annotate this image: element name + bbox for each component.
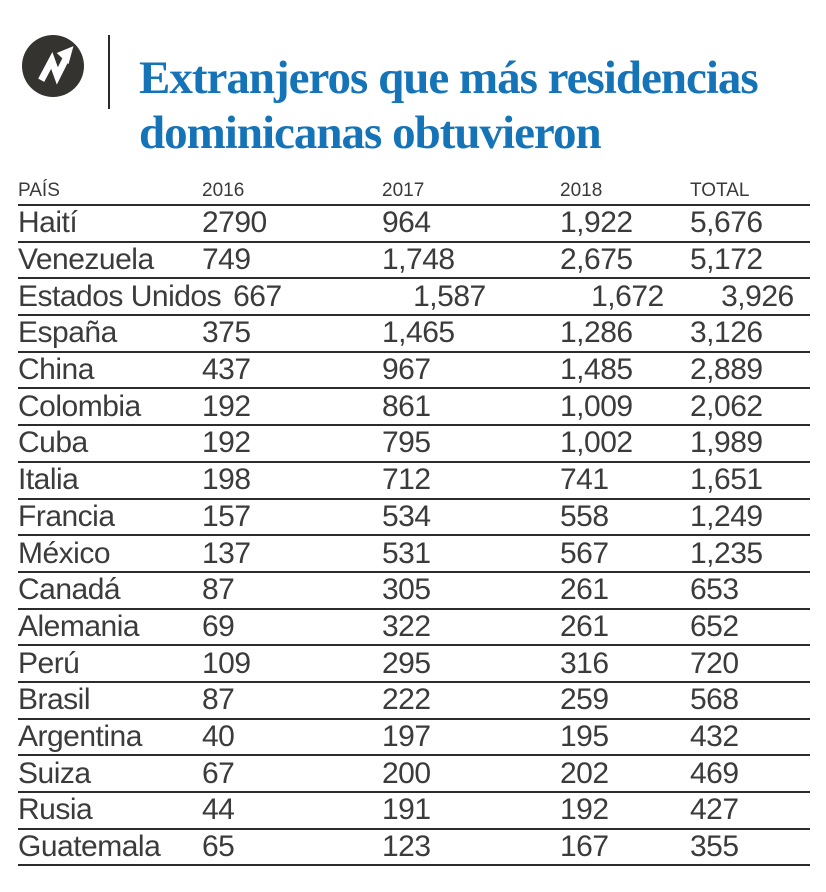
value-2017-cell: 534: [382, 499, 431, 533]
value-2018-cell: 1,009: [560, 389, 633, 423]
value-2017-cell: 531: [382, 536, 431, 570]
table-row: [18, 756, 810, 793]
value-total-cell: 1,989: [690, 426, 763, 460]
value-2017-cell: 197: [382, 719, 431, 753]
value-2017-cell: 967: [382, 353, 431, 387]
table-row: [18, 353, 810, 390]
country-cell: Suiza: [18, 756, 91, 790]
value-total-cell: 427: [690, 793, 739, 827]
value-2018-cell: 2,675: [560, 243, 633, 277]
value-2016-cell: 44: [202, 793, 235, 827]
residencies-table: [18, 170, 810, 866]
country-cell: Francia: [18, 499, 115, 533]
column-header-pais: PAÍS: [18, 180, 60, 201]
value-total-cell: 653: [690, 573, 739, 607]
trend-arrow-logo-icon: [22, 35, 84, 97]
value-total-cell: 469: [690, 756, 739, 790]
value-2016-cell: 69: [202, 609, 235, 643]
country-cell: Estados Unidos: [18, 279, 222, 313]
value-total-cell: 2,062: [690, 389, 763, 423]
value-2017-cell: 1,748: [382, 243, 455, 277]
value-2018-cell: 195: [560, 719, 609, 753]
value-2016-cell: 137: [202, 536, 251, 570]
country-cell: Haití: [18, 206, 78, 240]
value-2016-cell: 749: [202, 243, 251, 277]
value-total-cell: 355: [690, 830, 739, 864]
value-2016-cell: 109: [202, 646, 251, 680]
value-2018-cell: 741: [560, 463, 609, 497]
value-2018-cell: 1,922: [560, 206, 633, 240]
value-2018-cell: 261: [560, 609, 609, 643]
value-2017-cell: 795: [382, 426, 431, 460]
value-2018-cell: 1,672: [591, 279, 664, 313]
table-row: [18, 500, 810, 537]
value-2016-cell: 192: [202, 389, 251, 423]
value-2017-cell: 191: [382, 793, 431, 827]
table-row: [18, 830, 810, 867]
value-total-cell: 720: [690, 646, 739, 680]
column-header-2016: 2016: [202, 180, 245, 201]
value-2016-cell: 437: [202, 353, 251, 387]
value-2016-cell: 87: [202, 683, 235, 717]
value-total-cell: 652: [690, 609, 739, 643]
value-2018-cell: 192: [560, 793, 609, 827]
value-total-cell: 5,172: [690, 243, 763, 277]
table-row: [18, 720, 810, 757]
table-row: [18, 316, 810, 353]
value-2016-cell: 67: [202, 756, 235, 790]
column-header-2018: 2018: [560, 180, 603, 201]
value-total-cell: 2,889: [690, 353, 763, 387]
value-2016-cell: 192: [202, 426, 251, 460]
value-2018-cell: 1,286: [560, 316, 633, 350]
value-2018-cell: 202: [560, 756, 609, 790]
value-2018-cell: 1,485: [560, 353, 633, 387]
table-row: [18, 683, 810, 720]
value-2017-cell: 964: [382, 206, 431, 240]
value-2017-cell: 222: [382, 683, 431, 717]
value-total-cell: 1,651: [690, 463, 763, 497]
value-2018-cell: 558: [560, 499, 609, 533]
column-header-2017: 2017: [382, 180, 425, 201]
table-row: [18, 536, 810, 573]
country-cell: Brasil: [18, 683, 91, 717]
value-2016-cell: 2790: [202, 206, 267, 240]
value-2017-cell: 123: [382, 830, 431, 864]
value-2017-cell: 712: [382, 463, 431, 497]
value-2017-cell: 861: [382, 389, 431, 423]
table-row: [18, 646, 810, 683]
country-cell: Cuba: [18, 426, 88, 460]
value-total-cell: 568: [690, 683, 739, 717]
value-total-cell: 3,126: [690, 316, 763, 350]
country-cell: Rusia: [18, 793, 93, 827]
masthead-divider: [108, 35, 110, 109]
value-2017-cell: 322: [382, 609, 431, 643]
value-2016-cell: 157: [202, 499, 251, 533]
value-2018-cell: 261: [560, 573, 609, 607]
country-cell: Venezuela: [18, 243, 154, 277]
value-2018-cell: 259: [560, 683, 609, 717]
value-2017-cell: 295: [382, 646, 431, 680]
table-header-row: [18, 170, 810, 206]
value-total-cell: 1,249: [690, 499, 763, 533]
value-2017-cell: 1,465: [382, 316, 455, 350]
country-cell: Guatemala: [18, 830, 161, 864]
table-row: [18, 426, 810, 463]
table-row: [18, 793, 810, 830]
value-2016-cell: 87: [202, 573, 235, 607]
country-cell: México: [18, 536, 111, 570]
value-2017-cell: 1,587: [413, 279, 486, 313]
table-row: [18, 206, 810, 243]
country-cell: Perú: [18, 646, 80, 680]
value-2016-cell: 667: [233, 279, 282, 313]
value-2016-cell: 40: [202, 719, 235, 753]
value-total-cell: 1,235: [690, 536, 763, 570]
value-2016-cell: 65: [202, 830, 235, 864]
value-2018-cell: 316: [560, 646, 609, 680]
country-cell: Colombia: [18, 389, 141, 423]
value-2017-cell: 305: [382, 573, 431, 607]
country-cell: China: [18, 353, 94, 387]
country-cell: Argentina: [18, 719, 142, 753]
table-row: [18, 279, 810, 316]
country-cell: Canadá: [18, 573, 121, 607]
table-row: [18, 610, 810, 647]
value-2017-cell: 200: [382, 756, 431, 790]
value-2016-cell: 375: [202, 316, 251, 350]
value-2016-cell: 198: [202, 463, 251, 497]
infographic-title: Extranjeros que más residencias dominicanas obtuvieron: [139, 52, 758, 160]
table-body: [18, 206, 810, 866]
value-total-cell: 432: [690, 719, 739, 753]
country-cell: España: [18, 316, 117, 350]
masthead: [0, 0, 826, 170]
table-row: [18, 463, 810, 500]
value-2018-cell: 167: [560, 830, 609, 864]
table-row: [18, 573, 810, 610]
column-header-total: TOTAL: [690, 180, 750, 201]
value-total-cell: 5,676: [690, 206, 763, 240]
table-row: [18, 243, 810, 280]
table-row: [18, 389, 810, 426]
value-2018-cell: 1,002: [560, 426, 633, 460]
country-cell: Alemania: [18, 609, 140, 643]
country-cell: Italia: [18, 463, 79, 497]
value-2018-cell: 567: [560, 536, 609, 570]
value-total-cell: 3,926: [721, 279, 794, 313]
